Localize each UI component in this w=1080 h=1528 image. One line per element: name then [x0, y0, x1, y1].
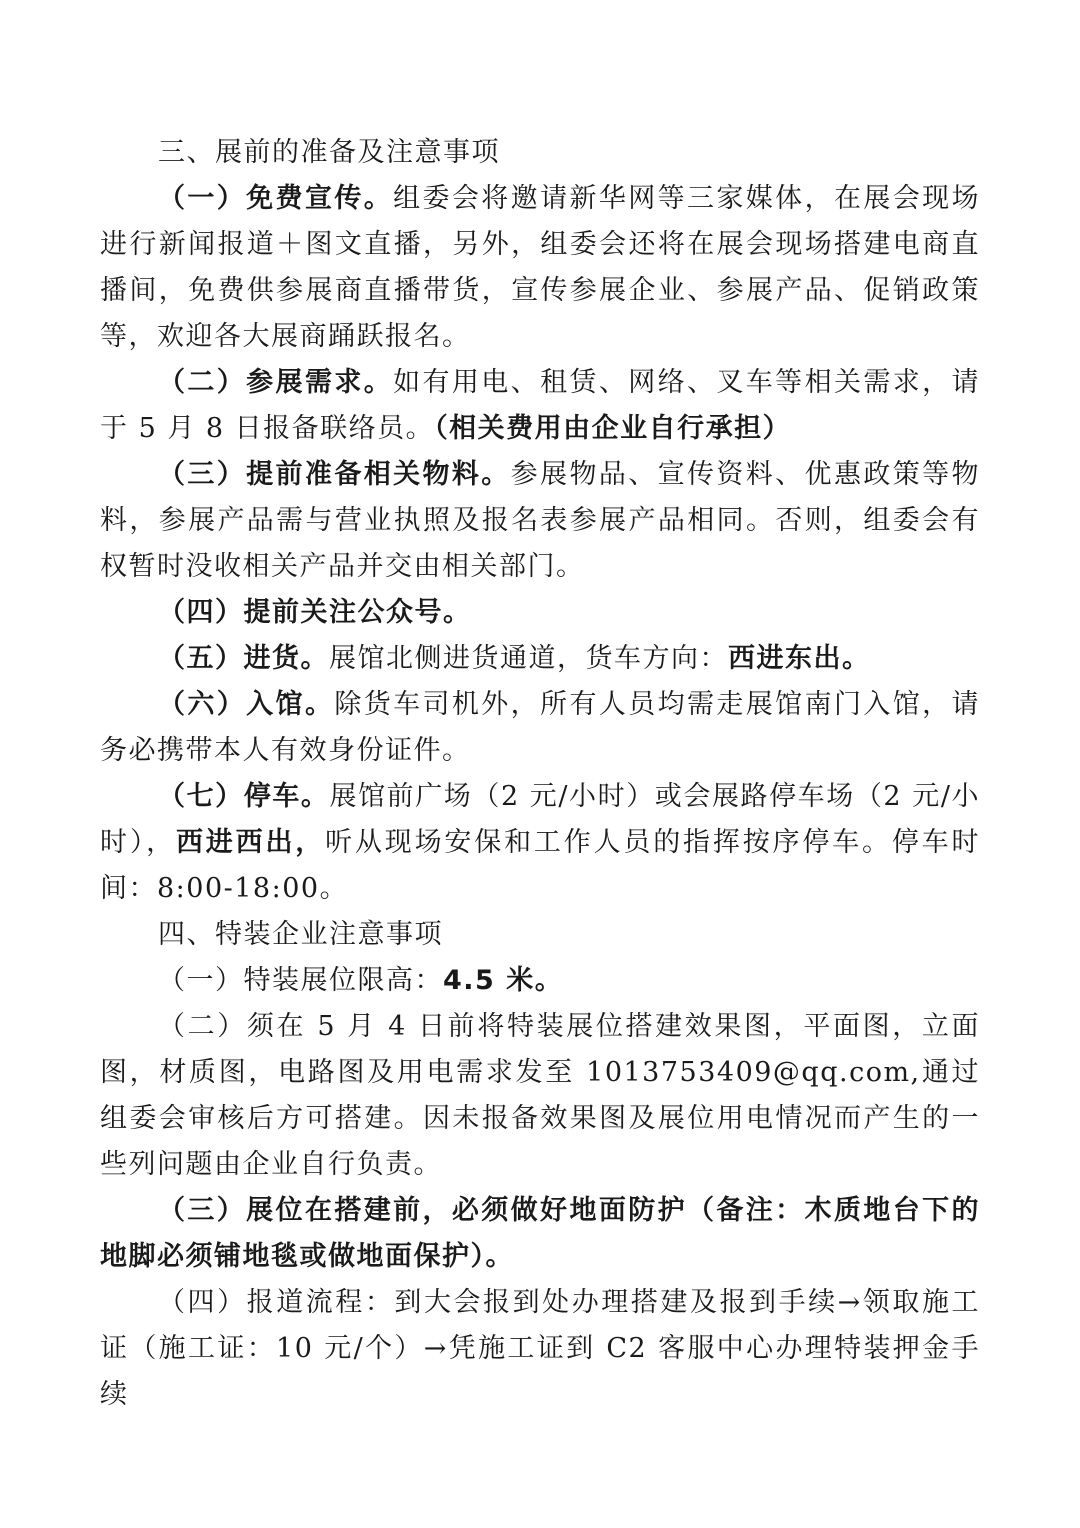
item-entry	[100, 682, 980, 774]
item-text: 听从现场安保和工作人员的指挥按序停车。停车时间：8:00-18:00。	[100, 827, 981, 904]
document-page	[100, 130, 980, 1418]
item-follow-account	[100, 590, 980, 636]
item-text: 展馆北侧进货通道，货车方向：	[329, 643, 728, 674]
item-text: 组委会将邀请新华网等三家媒体，在展会现场进行新闻报道＋图文直播，另外，组委会还将在展会现场搭建电商直播间，免费供参展商直播带货，宣传参展企业、参展产品、促销政策等，欢迎各大展商踊跃报名。	[100, 183, 981, 352]
item-bold-note: 4.5 米。	[443, 965, 564, 996]
item-materials	[100, 452, 980, 590]
item-text: 参展物品、宣传资料、优惠政策等物料，参展产品需与营业执照及报名表参展产品相同。否则，组委会有权暂时没收相关产品并交由相关部门。	[100, 459, 981, 582]
item-text: 展馆前广场（2 元/小时）或会展路停车场（2 元/小时），	[100, 781, 981, 858]
item-exhibit-needs	[100, 360, 980, 452]
item-floor-protection	[100, 1188, 980, 1280]
item-label: （四）提前关注公众号。	[158, 597, 472, 628]
section-4-heading: 四、特装企业注意事项	[158, 919, 443, 950]
section-3-heading: 三、展前的准备及注意事项	[158, 137, 500, 168]
item-bold-note: 西进东出。	[728, 643, 871, 674]
item-free-promotion	[100, 176, 980, 360]
item-goods-entry	[100, 636, 980, 682]
item-text: （一）特装展位限高：	[158, 965, 443, 996]
item-text: （四）报道流程：到大会报到处办理搭建及报到手续→领取施工证（施工证：10 元/个）→凭施工证到 C2 客服中心办理特装押金手续	[100, 1287, 980, 1410]
item-parking	[100, 774, 980, 912]
item-label: （二）参展需求。	[158, 367, 394, 398]
item-bold-note: （相关费用由企业自行承担）	[434, 413, 792, 444]
item-label: （五）进货。	[158, 643, 329, 674]
item-label: （三）提前准备相关物料。	[158, 459, 511, 490]
item-text: 除货车司机外，所有人员均需走展馆南门入馆，请务必携带本人有效身份证件。	[100, 689, 981, 766]
item-design-submission	[100, 1004, 980, 1188]
item-label: （七）停车。	[158, 781, 330, 812]
item-height-limit	[100, 958, 980, 1004]
item-bold-note: （三）展位在搭建前，必须做好地面防护（备注：木质地台下的地脚必须铺地毯或做地面保护）。	[100, 1195, 980, 1272]
item-report-process	[100, 1280, 980, 1418]
item-text: 如有用电、租赁、网络、叉车等相关需求，请于 5 月 8 日报备联络员。	[100, 367, 981, 444]
item-label: （一）免费宣传。	[158, 183, 394, 214]
item-text: （二）须在 5 月 4 日前将特装展位搭建效果图，平面图，立面图，材质图，电路图及用电需求发至 1013753409@qq.com,通过组委会审核后方可搭建。因未报备效果图及展位用电情况而产生的一些列问题由企业自行负责。	[100, 1011, 980, 1180]
item-label: （六）入馆。	[158, 689, 335, 720]
item-bold-note: 西进西出，	[175, 827, 326, 858]
